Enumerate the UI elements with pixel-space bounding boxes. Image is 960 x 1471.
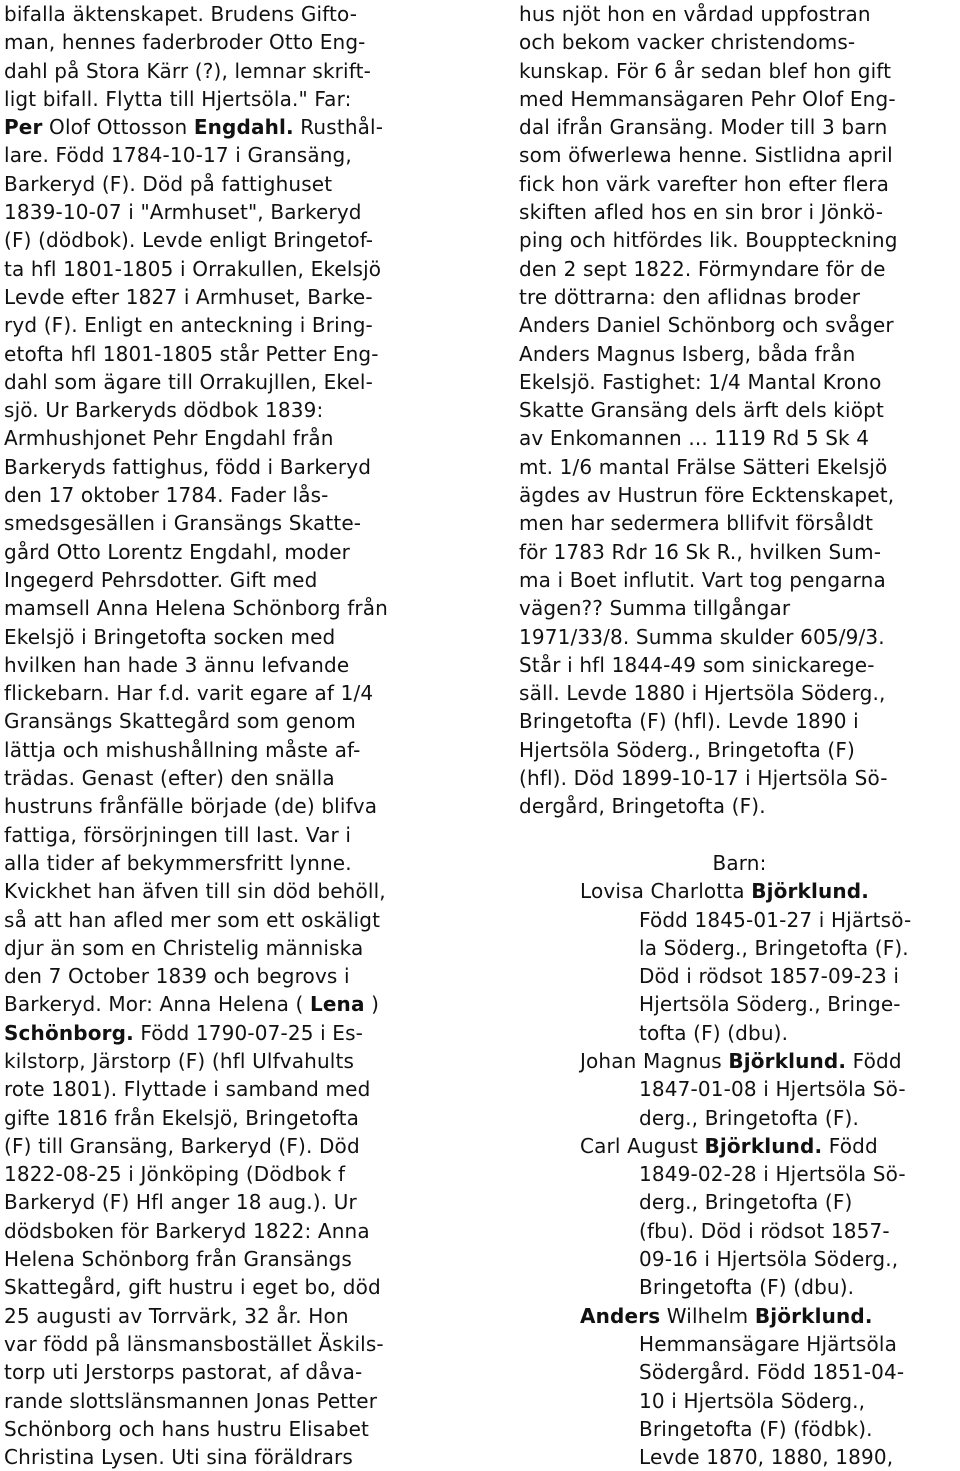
text-segment: Född 1790-07-25 i Es- (133, 1020, 364, 1045)
text-line: hus njöt hon en vårdad uppfostran (519, 2, 871, 26)
text-line (4, 113, 474, 141)
text-line: dahl som ägare till Orrakujllen, Ekel- (4, 369, 373, 394)
text-line: Skattegård, gift hustru i eget bo, död (4, 1275, 381, 1300)
text-line: Bringetofta (F) (hfl). Levde 1890 i (519, 709, 859, 734)
text-line: gifte 1816 från Ekelsjö, Bringetofta (4, 1105, 359, 1130)
text-line: Ekelsjö i Bringetofta socken med (4, 624, 336, 649)
bold-name-text: Engdahl. (193, 115, 294, 140)
text-line: Kvickhet han äfven till sin död behöll, (4, 879, 386, 904)
text-line: 1971/33/8. Summa skulder 605/9/3. (519, 624, 885, 649)
text-segment: Carl August (580, 1133, 705, 1158)
text-line: den 17 oktober 1784. Fader lås- (4, 483, 329, 508)
text-line: Gransängs Skattegård som genom (4, 709, 356, 734)
text-line: skiften afled hos en sin bror i Jönkö- (519, 200, 884, 225)
text-line: säll. Levde 1880 i Hjertsöla Söderg., (519, 681, 886, 706)
child-entry-name (519, 877, 960, 905)
text-line: ping och hitfördes lik. Bouppteckning (519, 228, 898, 253)
child-entry-detail: Södergård. Född 1851-04- (639, 1360, 905, 1385)
bold-name-text: Lena (309, 992, 365, 1017)
child-entry-detail: Född 1845-01-27 i Hjärtsö- (639, 907, 912, 932)
text-line: ryd (F). Enligt en anteckning i Bring- (4, 313, 373, 338)
text-segment: Lovisa Charlotta (580, 879, 752, 904)
text-line: Anders Daniel Schönborg och svåger (519, 313, 894, 338)
text-segment: Född (846, 1048, 902, 1073)
text-segment: Rusthål- (293, 115, 384, 140)
text-line: som öfwerlewa henne. Sistlidna april (519, 143, 893, 168)
left-column (4, 0, 474, 1471)
text-line: fick hon värk varefter hon efter flera (519, 171, 890, 196)
text-line: för 1783 Rdr 16 Sk R., hvilken Sum- (519, 539, 882, 564)
text-line: var född på länsmansbostället Äskils- (4, 1331, 384, 1356)
bold-name-text: Björklund. (751, 879, 869, 904)
text-line: ta hfl 1801-1805 i Orrakullen, Ekelsjö (4, 256, 382, 281)
text-line: Står i hfl 1844-49 som sinickarege- (519, 652, 875, 677)
text-line: 1822-08-25 i Jönköping (Dödbok f (4, 1162, 346, 1187)
text-line: Christina Lysen. Uti sina föräldrars (4, 1445, 353, 1470)
bold-name-text: Björklund. (728, 1048, 847, 1073)
text-segment: Wilhelm (660, 1303, 755, 1328)
text-line: alla tider af bekymmersfritt lynne. (4, 850, 352, 875)
text-line: sjö. Ur Barkeryds dödbok 1839: (4, 398, 324, 423)
child-entry-detail: (fbu). Död i rödsot 1857- (639, 1218, 890, 1243)
text-segment: Barkeryd. Mor: Anna Helena ( (4, 992, 310, 1017)
right-column (519, 0, 960, 1471)
child-entry-name (519, 1132, 960, 1160)
child-entry-detail: la Söderg., Bringetofta (F). (639, 935, 909, 960)
text-line: man, hennes faderbroder Otto Eng- (4, 30, 366, 55)
child-entry-detail: Bringetofta (F) (dbu). (639, 1275, 855, 1300)
text-line: hustruns frånfälle började (de) blifva (4, 794, 378, 819)
child-entry-detail: Bringetofta (F) (födbk). (639, 1416, 873, 1441)
text-line: torp uti Jerstorps pastorat, af dåva- (4, 1360, 363, 1385)
text-line: etofta hfl 1801-1805 står Petter Eng- (4, 341, 379, 366)
text-line: smedsgesällen i Gransängs Skatte- (4, 511, 362, 536)
children-heading: Barn: (712, 850, 767, 875)
text-segment: Johan Magnus (580, 1048, 729, 1073)
text-line: Levde efter 1827 i Armhuset, Barke- (4, 284, 373, 309)
text-line: djur än som en Christelig människa (4, 935, 364, 960)
text-line: den 2 sept 1822. Förmyndare för de (519, 256, 886, 281)
text-line: dödsboken för Barkeryd 1822: Anna (4, 1218, 370, 1243)
text-line: Anders Magnus Isberg, båda från (519, 341, 856, 366)
child-entry-detail: Levde 1870, 1880, 1890, (639, 1445, 894, 1470)
text-segment: ) (364, 992, 380, 1017)
text-line: gård Otto Lorentz Engdahl, moder (4, 539, 351, 564)
child-entry-detail: Hemmansägare Hjärtsöla (639, 1331, 897, 1356)
text-line: (F) till Gransäng, Barkeryd (F). Död (4, 1133, 360, 1158)
text-line: den 7 October 1839 och begrovs i (4, 964, 350, 989)
child-entry-name (519, 1302, 960, 1330)
text-segment: Född (822, 1133, 878, 1158)
text-line: kunskap. För 6 år sedan blef hon gift (519, 58, 892, 83)
text-line (4, 1019, 474, 1047)
text-line: (F) (dödbok). Levde enligt Bringetof- (4, 228, 374, 253)
text-line: trädas. Genast (efter) den snälla (4, 766, 335, 791)
text-line: flickebarn. Har f.d. varit egare af 1/4 (4, 681, 374, 706)
child-entry-detail: tofta (F) (dbu). (639, 1020, 789, 1045)
text-line: med Hemmansägaren Pehr Olof Eng- (519, 86, 896, 111)
bold-name-text: Per (4, 115, 43, 140)
text-line: rande slottslänsmannen Jonas Petter (4, 1388, 378, 1413)
text-line: Skatte Gransäng dels ärft dels kiöpt (519, 398, 884, 423)
blank-line (519, 821, 960, 849)
text-line: dal ifrån Gransäng. Moder till 3 barn (519, 115, 888, 140)
text-line: Barkeryd (F) Hfl anger 18 aug.). Ur (4, 1190, 357, 1215)
text-line: ligt bifall. Flytta till Hjertsöla." Far: (4, 86, 352, 111)
text-line: så att han afled mer som ett oskäligt (4, 907, 381, 932)
text-line: Armhushjonet Pehr Engdahl från (4, 426, 334, 451)
text-line: Ingegerd Pehrsdotter. Gift med (4, 567, 318, 592)
child-entry-detail: derg., Bringetofta (F). (639, 1105, 859, 1130)
text-line: lättja och mishushållning måste af- (4, 737, 361, 762)
text-line: rote 1801). Flyttade i samband med (4, 1077, 371, 1102)
text-line: Ekelsjö. Fastighet: 1/4 Mantal Krono (519, 369, 882, 394)
child-entry-name (519, 1047, 960, 1075)
text-line: Hjertsöla Söderg., Bringetofta (F) (519, 737, 855, 762)
text-line: Barkeryd (F). Död på fattighuset (4, 171, 333, 196)
text-segment: Olof Ottosson (42, 115, 194, 140)
text-line: och bekom vacker christendoms- (519, 30, 856, 55)
text-line: lare. Född 1784-10-17 i Gransäng, (4, 143, 352, 168)
bold-name-text: Schönborg. (4, 1020, 134, 1045)
bold-name-text: Björklund. (754, 1303, 873, 1328)
text-line: (hfl). Död 1899-10-17 i Hjertsöla Sö- (519, 766, 888, 791)
text-line: dahl på Stora Kärr (?), lemnar skrift- (4, 58, 371, 83)
text-line: vägen?? Summa tillgångar (519, 596, 791, 621)
text-line: ägdes av Hustrun före Ecktenskapet, (519, 483, 895, 508)
text-line: mt. 1/6 mantal Frälse Sätteri Ekelsjö (519, 454, 888, 479)
text-line: Barkeryds fattighus, född i Barkeryd (4, 454, 372, 479)
child-entry-detail: derg., Bringetofta (F) (639, 1190, 853, 1215)
text-line: Helena Schönborg från Gransängs (4, 1247, 352, 1272)
text-line: 25 augusti av Torrvärk, 32 år. Hon (4, 1303, 349, 1328)
child-entry-detail: Hjertsöla Söderg., Bringe- (639, 992, 901, 1017)
child-entry-detail: 09-16 i Hjertsöla Söderg., (639, 1247, 899, 1272)
bold-name-text: Anders (580, 1303, 661, 1328)
text-line (4, 990, 474, 1018)
text-line: mamsell Anna Helena Schönborg från (4, 596, 388, 621)
text-line: kilstorp, Järstorp (F) (hfl Ulfvahults (4, 1048, 355, 1073)
text-line: tre döttrarna: den aflidnas broder (519, 284, 861, 309)
child-entry-detail: 1847-01-08 i Hjertsöla Sö- (639, 1077, 906, 1102)
child-entry-detail: 1849-02-28 i Hjertsöla Sö- (639, 1162, 906, 1187)
text-line: av Enkomannen ... 1119 Rd 5 Sk 4 (519, 426, 870, 451)
text-line: fattiga, försörjningen till last. Var i (4, 822, 352, 847)
text-line: 1839-10-07 i "Armhuset", Barkeryd (4, 200, 362, 225)
child-entry-detail: Död i rödsot 1857-09-23 i (639, 964, 900, 989)
text-line: Schönborg och hans hustru Elisabet (4, 1416, 370, 1441)
text-line: hvilken han hade 3 ännu lefvande (4, 652, 350, 677)
bold-name-text: Björklund. (704, 1133, 823, 1158)
text-line: men har sedermera bllifvit försåldt (519, 511, 874, 536)
text-line: dergård, Bringetofta (F). (519, 794, 766, 819)
child-entry-detail: 10 i Hjertsöla Söderg., (639, 1388, 866, 1413)
text-line: ma i Boet influtit. Vart tog pengarna (519, 567, 886, 592)
text-line: bifalla äktenskapet. Brudens Gifto- (4, 2, 358, 26)
